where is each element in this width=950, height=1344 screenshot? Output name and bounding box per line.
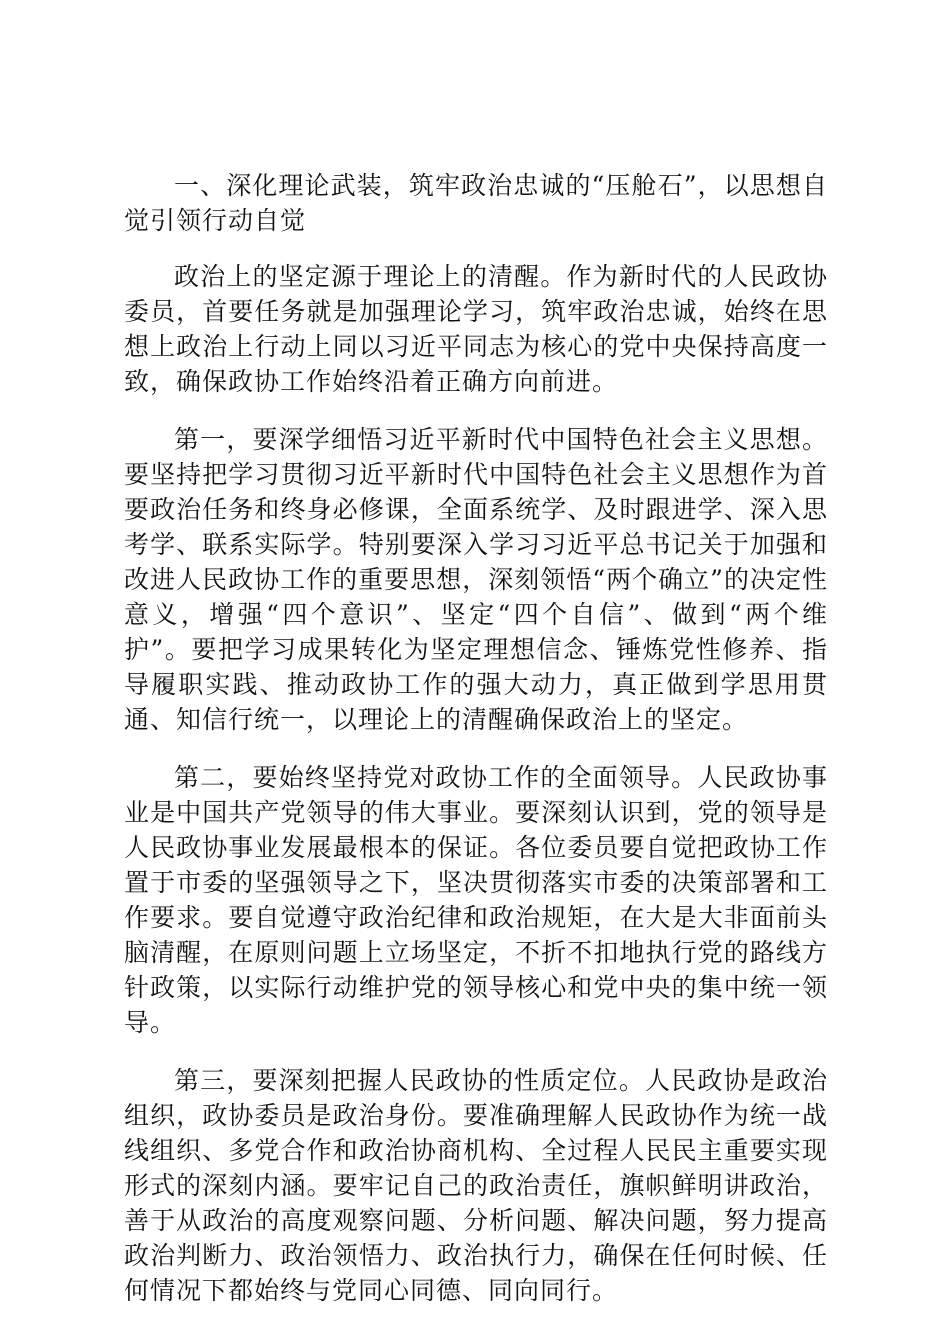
document-body (124, 168, 828, 1331)
section-heading: 一、深化理论武装，筑牢政治忠诚的“压舱石”，以思想自觉引领行动自觉 (124, 171, 828, 235)
paragraph-second-point: 第二，要始终坚持党对政协工作的全面领导。人民政协事业是中国共产党领导的伟大事业。要深刻认识到，党的领导是人民政协事业发展最根本的保证。各位委员要自觉把政协工作置于市委的坚强领导之下，坚决贯彻落实市委的决策部署和工作要求。要自觉遵守政治纪律和政治规矩，在大是大非面前头脑清醒，在原则问题上立场坚定，不折不扣地执行党的路线方针政策，以实际行动维护党的领导核心和党中央的集中统一领导。 (124, 763, 828, 1037)
paragraph-intro: 政治上的坚定源于理论上的清醒。作为新时代的人民政协委员，首要任务就是加强理论学习，筑牢政治忠诚，始终在思想上政治上行动上同以习近平同志为核心的党中央保持高度一致，确保政协工作始终沿着正确方向前进。 (124, 262, 828, 396)
paragraph-third-point: 第三，要深刻把握人民政协的性质定位。人民政协是政治组织，政协委员是政治身份。要准确理解人民政协作为统一战线组织、多党合作和政治协商机构、全过程人民民主重要实现形式的深刻内涵。要牢记自己的政治责任，旗帜鲜明讲政治，善于从政治的高度观察问题、分析问题、解决问题，努力提高政治判断力、政治领悟力、政治执行力，确保在任何时候、任何情况下都始终与党同心同德、同向同行。 (124, 1066, 828, 1305)
paragraph-first-point: 第一，要深学细悟习近平新时代中国特色社会主义思想。要坚持把学习贯彻习近平新时代中国特色社会主义思想作为首要政治任务和终身必修课，全面系统学、及时跟进学、深入思考学、联系实际学。特别要深入学习习近平总书记关于加强和改进人民政协工作的重要思想，深刻领悟“两个确立”的决定性意义，增强“四个意识”、坚定“四个自信”、做到“两个维护”。要把学习成果转化为坚定理想信念、锤炼党性修养、指导履职实践、推动政协工作的强大动力，真正做到学思用贯通、知信行统一，以理论上的清醒确保政治上的坚定。 (124, 425, 828, 734)
